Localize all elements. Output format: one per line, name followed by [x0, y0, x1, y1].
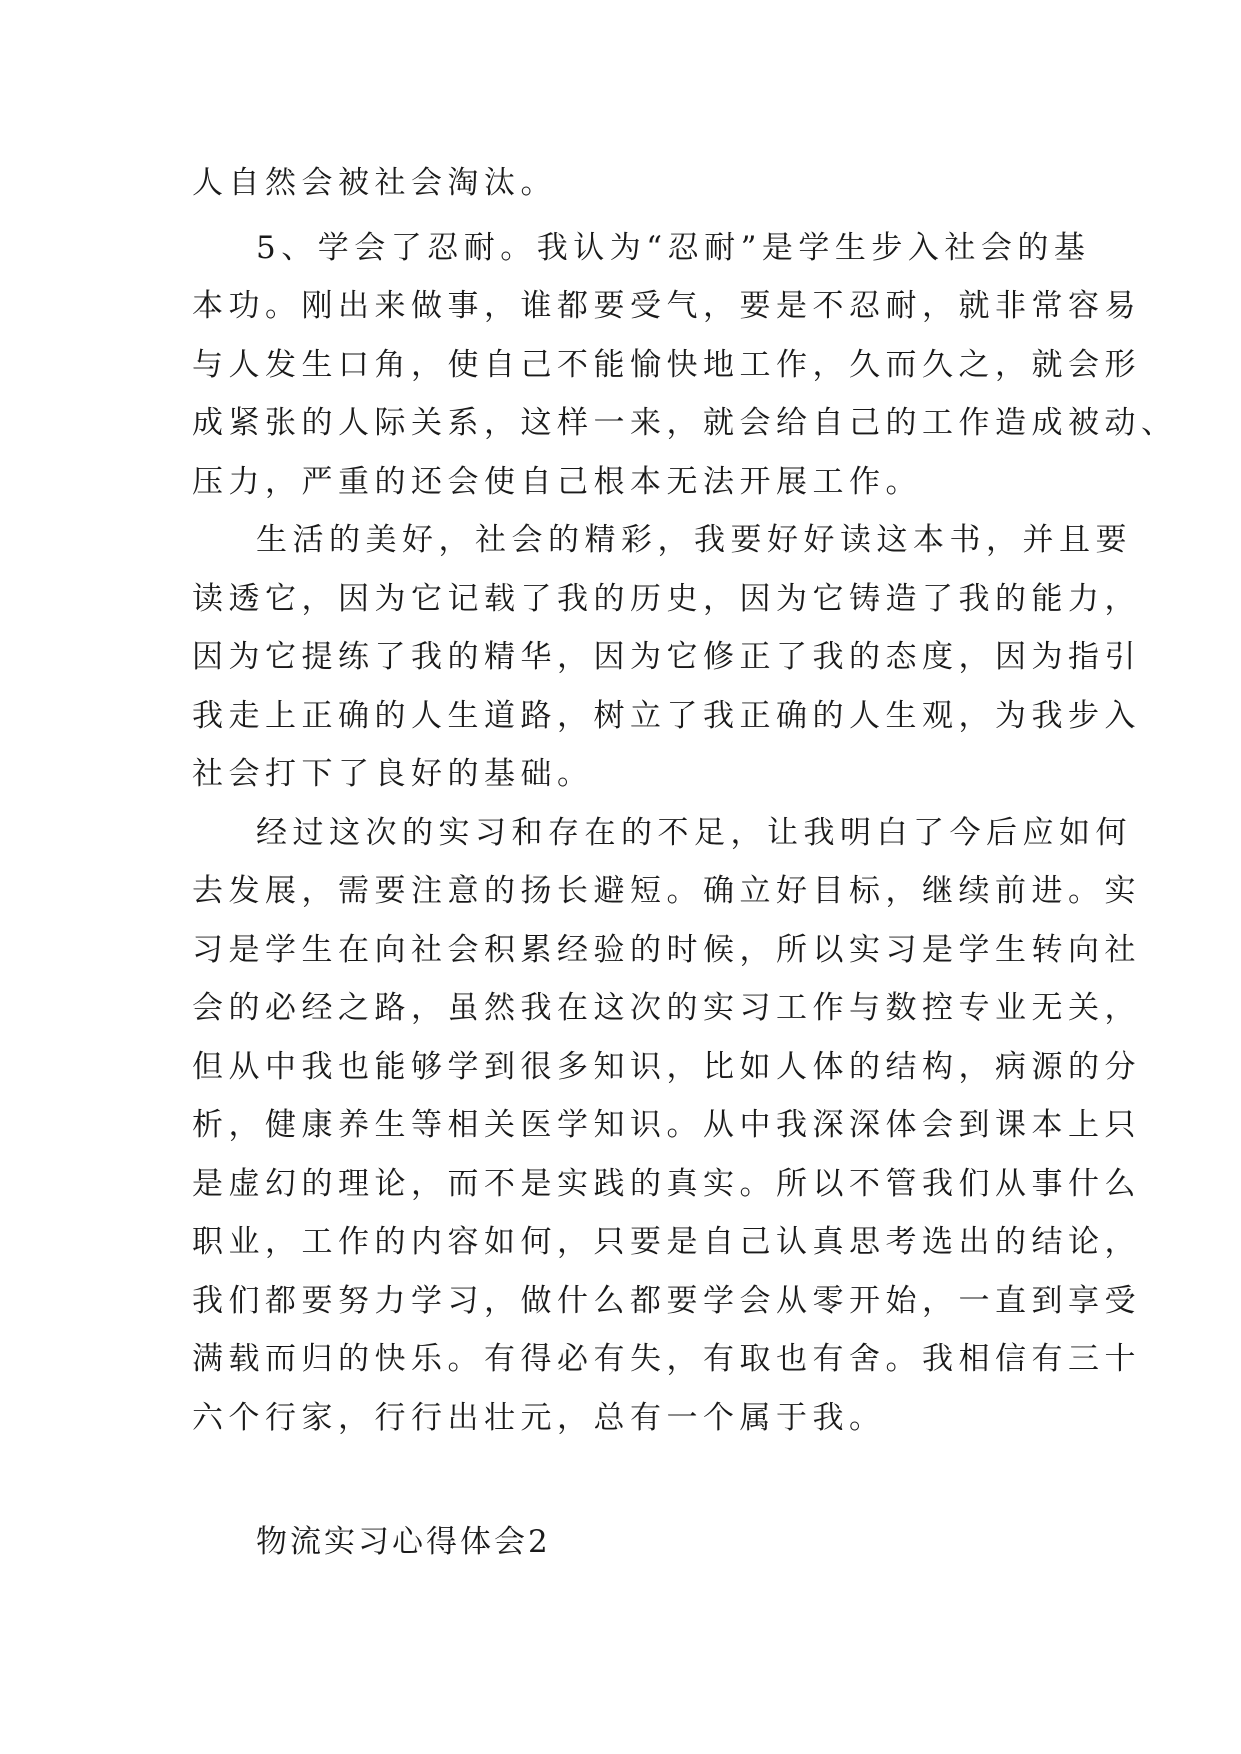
text-line: 但从中我也能够学到很多知识，比如人体的结构，病源的分	[192, 1049, 1141, 1085]
text-line: 是虚幻的理论，而不是实践的真实。所以不管我们从事什么	[192, 1166, 1141, 1202]
text-line: 析，健康养生等相关医学知识。从中我深深体会到课本上只	[192, 1107, 1141, 1143]
text-line: 人自然会被社会淘汰。	[192, 165, 557, 201]
text-line: 成紧张的人际关系，这样一来，就会给自己的工作造成被动、	[192, 405, 1178, 441]
text-line: 生活的美好，社会的精彩，我要好好读这本书，并且要	[256, 522, 1132, 558]
text-line: 满载而归的快乐。有得必有失，有取也有舍。我相信有三十	[192, 1341, 1141, 1377]
text-line: 本功。刚出来做事，谁都要受气，要是不忍耐，就非常容易	[192, 288, 1141, 324]
text-line: 习是学生在向社会积累经验的时候，所以实习是学生转向社	[192, 932, 1141, 968]
text-line: 5、学会了忍耐。我认为“忍耐”是学生步入社会的基	[256, 230, 1091, 266]
text-line: 我走上正确的人生道路，树立了我正确的人生观，为我步入	[192, 698, 1141, 734]
text-line: 我们都要努力学习，做什么都要学会从零开始，一直到享受	[192, 1283, 1141, 1319]
text-line: 与人发生口角，使自己不能愉快地工作，久而久之，就会形	[192, 347, 1141, 383]
text-line: 读透它，因为它记载了我的历史，因为它铸造了我的能力，	[192, 581, 1141, 617]
text-line: 会的必经之路，虽然我在这次的实习工作与数控专业无关，	[192, 990, 1141, 1026]
section-heading: 物流实习心得体会2	[256, 1524, 551, 1560]
text-line: 去发展，需要注意的扬长避短。确立好目标，继续前进。实	[192, 873, 1141, 909]
text-line: 经过这次的实习和存在的不足，让我明白了今后应如何	[256, 815, 1132, 851]
text-line: 社会打下了良好的基础。	[192, 756, 594, 792]
text-line: 六个行家，行行出壮元，总有一个属于我。	[192, 1400, 886, 1436]
text-line: 压力，严重的还会使自己根本无法开展工作。	[192, 464, 922, 500]
text-line: 职业，工作的内容如何，只要是自己认真思考选出的结论，	[192, 1224, 1141, 1260]
text-line: 因为它提练了我的精华，因为它修正了我的态度，因为指引	[192, 639, 1141, 675]
